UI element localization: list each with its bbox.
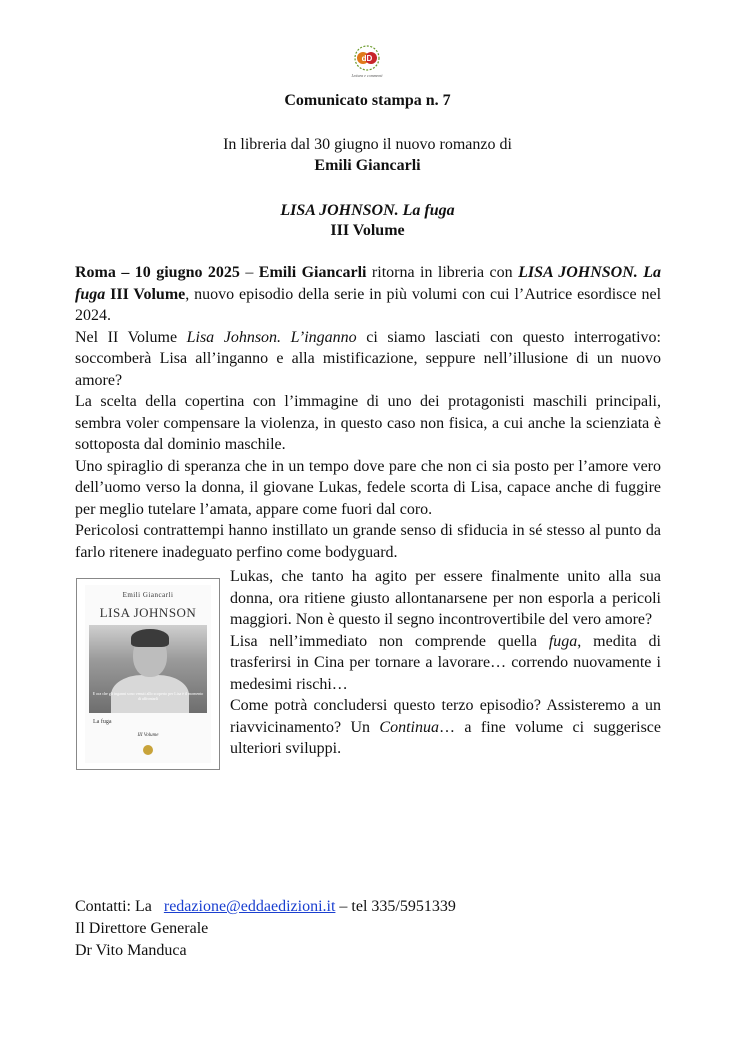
cover-photo	[89, 625, 207, 713]
main-text	[75, 262, 661, 563]
paragraph-7: Lisa nell’immediato non comprende quella fuga, medita di trasferirsi in Cina per tornare a lavorare… correndo nuovamente i medesimi rischi…	[230, 632, 662, 693]
intro-author: Emili Giancarli	[258, 264, 367, 281]
publisher-logo	[346, 44, 388, 90]
dateline: Roma – 10 giugno 2025	[75, 264, 240, 281]
paragraph-2: Nel II Volume Lisa Johnson. L’inganno ci siamo lasciati con questo interrogativo: soccomberà Lisa all’inganno e alla mistificazione, seppure nell’illusione di un nuovo amore?	[75, 328, 661, 389]
book-cover-image	[76, 578, 220, 770]
intro-volume: III Volume	[110, 285, 186, 303]
director-name: Dr Vito Manduca	[75, 942, 187, 959]
author-name: Emili Giancarli	[314, 157, 421, 174]
cover-publisher-icon	[143, 745, 153, 755]
cover-volume: III Volume	[137, 733, 159, 738]
contacts-block	[75, 896, 456, 962]
paragraph-5: Pericolosi contrattempi hanno instillato un grande senso di sfiducia in sé stesso al punto da farlo ritenere inadeguato perfino come bodyguard.	[75, 522, 661, 561]
paragraph-3: La scelta della copertina con l’immagine di uno dei protagonisti maschili principali, sembra voler compensare la violenza, in questo caso non fisica, a cui anche la scienziata è sottoposta dal dominio maschile.	[75, 393, 661, 453]
intro-paragraph: Roma – 10 giugno 2025 – Emili Giancarli ritorna in libreria con LISA JOHNSON. La fuga III Volume, nuovo episodio della serie in più volumi con cui l’Autrice esordisce nel 2024.	[75, 264, 662, 324]
side-text	[230, 566, 661, 760]
paragraph-8: Come potrà concludersi questo terzo episodio? Assisteremo a un riavvicinamento? Un Continua… a fine volume ci suggerisce ulteriori sviluppi.	[230, 697, 662, 757]
contact-line: Contatti: La redazione@eddaedizioni.it – tel 335/5951339	[75, 898, 456, 915]
cover-title: LISA JOHNSON	[99, 605, 197, 620]
cover-subtitle: La fuga	[93, 719, 112, 725]
paragraph-4: Uno spiraglio di speranza che in un tempo dove pare che non ci sia posto per l’amore vero dell’uomo verso la donna, il giovane Lukas, fedele scorta di Lisa, capace anche di fuggire per meglio tutelare l’amata, appare come fuori dal coro.	[75, 457, 661, 518]
book-title: LISA JOHNSON. La fuga	[280, 202, 455, 219]
logo-icon	[352, 44, 382, 74]
svg-text:dD: dD	[361, 54, 373, 63]
release-date-line: In libreria dal 30 giugno il nuovo romanzo di	[223, 136, 512, 153]
cover-caption: E ora che gli inganni sono venuti allo scoperto per Lisa è il momento di affrontarli	[92, 691, 204, 701]
press-release-number: Comunicato stampa n. 7	[284, 92, 451, 109]
book-volume: III Volume	[330, 222, 405, 239]
intro-book-title: LISA JOHNSON. La fuga	[75, 264, 662, 303]
email-link[interactable]: redazione@eddaedizioni.it	[163, 898, 336, 915]
logo-tagline: Lettura e commenti	[351, 73, 383, 78]
cover-author: Emili Giancarli	[122, 591, 174, 599]
director-role: Il Direttore Generale	[75, 920, 209, 937]
paragraph-6: Lukas, che tanto ha agito per essere finalmente unito alla sua donna, ora ritiene giusto allontanarsene per non esporla a pericoli maggiori. Non è questo il segno incontrovertibile del vero amore?	[230, 568, 661, 628]
